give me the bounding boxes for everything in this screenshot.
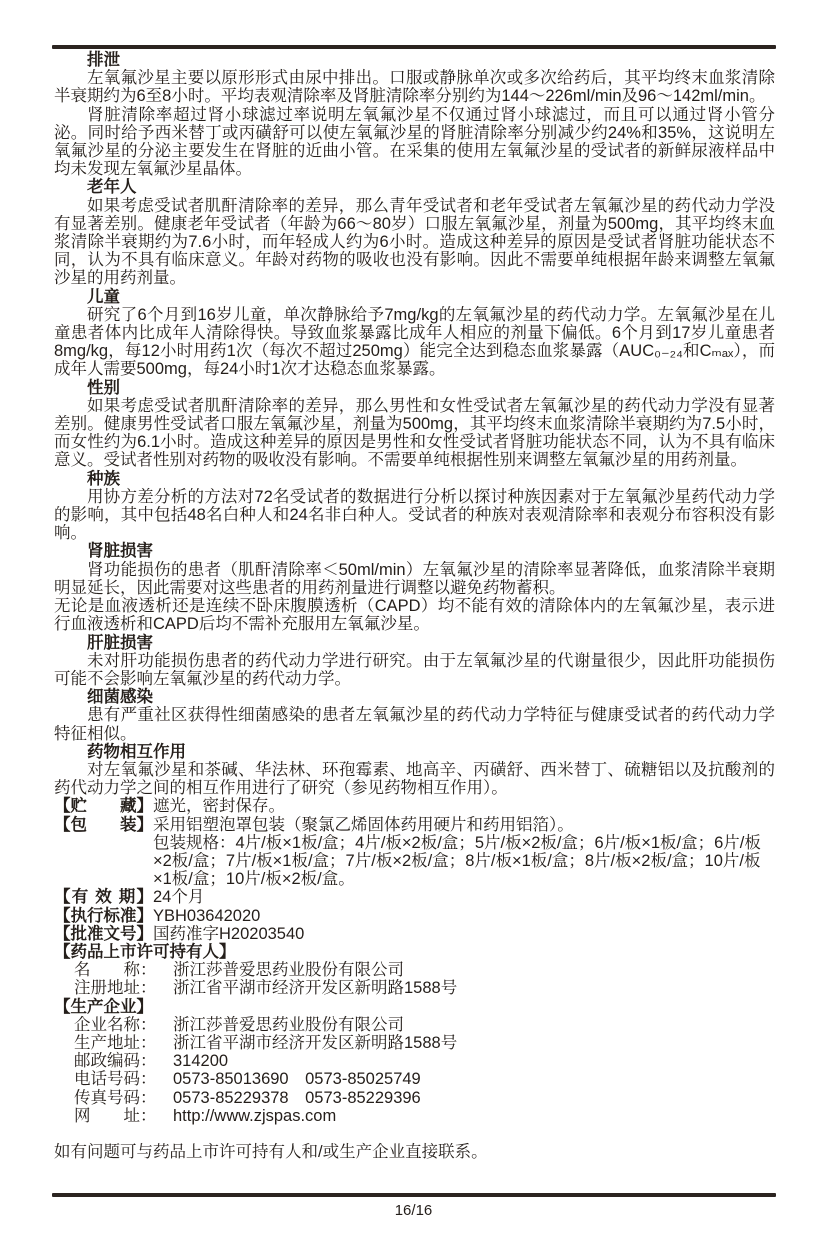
- row-value: 314200: [173, 1052, 229, 1071]
- section-heading: 肝脏损害: [87, 633, 153, 652]
- section-heading: 药物相互作用: [87, 742, 186, 761]
- paragraph: 如果考虑受试者肌酐清除率的差异，那么男性和女性受试者左氧氟沙星的药代动力学没有显著差别。健康男性受试者口服左氧氟沙星，剂量为500mg，其平均终末血浆清除半衰期约为7.5小时，而女性约为6.1小时。造成这种差异的原因是男性和女性受试者肾脏功能状态不同，认为不具有临床意义。受试者性别对药物的吸收没有影响。不需要单纯根据性别来调整左氧氟沙星的用药剂量。: [54, 396, 775, 470]
- holder-title: 【药品上市许可持有人】: [54, 942, 236, 961]
- top-rule: [52, 45, 776, 49]
- info-row: [54, 1034, 775, 1052]
- field-storage: [54, 797, 775, 815]
- paragraph: 研究了6个月到16岁儿童，单次静脉给予7mg/kg的左氧氟沙星的药代动力学。左氧氟沙星在儿童患者体内比成年人清除得快。导致血浆暴露比成年人相应的剂量下偏低。6个月到17岁儿童患者8mg/kg，每12小时用药1次（每次不超过250mg）能完全达到稳态血浆暴露（AUC₀₋₂₄和Cₘₐₓ），而成年人需要500mg，每24小时1次才达稳态血浆暴露。: [54, 305, 775, 379]
- info-row: [54, 979, 775, 997]
- section-renal-impairment: [54, 542, 775, 633]
- row-value: 0573-85013690 0573-85025749: [173, 1070, 421, 1089]
- field-validity-period: [54, 888, 775, 906]
- section-children: [54, 288, 775, 379]
- section-drug-interactions: [54, 743, 775, 798]
- footer-note: 如有问题可与药品上市许可持有人和/或生产企业直接联系。: [54, 1142, 488, 1161]
- row-key: 传真号码：: [74, 1088, 157, 1107]
- section-heading: 儿童: [87, 287, 120, 306]
- row-value: 浙江省平湖市经济开发区新明路1588号: [173, 1033, 458, 1052]
- section-gender: [54, 379, 775, 470]
- row-key: 名 称：: [74, 961, 157, 980]
- field-value: 24个月: [153, 888, 205, 907]
- paragraph: 对左氧氟沙星和茶碱、华法林、环孢霉素、地高辛、丙磺舒、西米替丁、硫糖铝以及抗酸剂的药代动力学之间的相互作用进行了研究（参见药物相互作用）。: [54, 760, 775, 798]
- row-value: 浙江莎普爱思药业股份有限公司: [173, 961, 404, 980]
- field-value: YBH03642020: [153, 906, 261, 925]
- page-number: 16/16: [394, 1202, 433, 1219]
- section-elderly: [54, 178, 775, 287]
- insert-content: [54, 51, 775, 1161]
- section-heading: 种族: [87, 469, 120, 488]
- info-row: [54, 1070, 775, 1088]
- row-key: 电话号码：: [74, 1070, 157, 1089]
- info-row: [54, 1052, 775, 1070]
- field-label: 【执行标准】: [54, 906, 153, 925]
- field-label: 【有 效 期】: [54, 888, 153, 907]
- field-standard: [54, 907, 775, 925]
- field-label: 【贮 藏】: [54, 797, 153, 816]
- section-race: [54, 470, 775, 543]
- paragraph: 用协方差分析的方法对72名受试者的数据进行分析以探讨种族因素对于左氧氟沙星药代动力学的影响，其中包括48名白种人和24名非白种人。受试者的种族对表观清除率和表观分布容积没有影响。: [54, 487, 775, 543]
- info-row: [54, 1089, 775, 1107]
- field-label: 【批准文号】: [54, 924, 153, 943]
- section-heading: 排泄: [87, 51, 120, 69]
- section-heading: 细菌感染: [87, 688, 153, 707]
- row-value: 浙江莎普爱思药业股份有限公司: [173, 1015, 404, 1034]
- row-key: 注册地址：: [74, 979, 157, 998]
- section-excretion: [54, 51, 775, 178]
- section-heading: 肾脏损害: [87, 542, 153, 561]
- packaging-material: 采用铝塑泡罩包装（聚氯乙烯固体药用硬片和药用铝箔）。: [153, 815, 574, 834]
- info-row: [54, 1107, 775, 1125]
- paragraph: 未对肝功能损伤患者的药代动力学进行研究。由于左氧氟沙星的代谢量很少，因此肝功能损伤可能不会影响左氧氟沙星的药代动力学。: [54, 651, 775, 688]
- website-text: http://www.zjspas.com: [173, 1106, 337, 1125]
- info-row: [54, 1016, 775, 1034]
- packaging-specs: 包装规格：4片/板×1板/盒；4片/板×2板/盒；5片/板×2板/盒；6片/板×1板/盒；6片/板×2板/盒；7片/板×1板/盒；7片/板×2板/盒；8片/板×1板/盒；8片/板×2板/盒；10片/板×1板/盒；10片/板×2板/盒。: [153, 833, 761, 889]
- section-hepatic-impairment: [54, 634, 775, 689]
- field-value: 国药准字H20203540: [153, 924, 305, 943]
- manufacturer-title: 【生产企业】: [54, 997, 153, 1016]
- paragraph: 患有严重社区获得性细菌感染的患者左氧氟沙星的药代动力学特征与健康受试者的药代动力学特征相似。: [54, 706, 775, 743]
- section-heading: 老年人: [87, 178, 137, 197]
- paragraph: 如果考虑受试者肌酐清除率的差异，那么青年受试者和老年受试者左氧氟沙星的药代动力学没有显著差别。健康老年受试者（年龄为66～80岁）口服左氧氟沙星，剂量为500mg，其平均终末血浆清除半衰期约为7.6小时，而年轻成人约为6小时。造成这种差异的原因是受试者肾脏功能状态不同，认为不具有临床意义。年龄对药物的吸收也没有影响。因此不需要单纯根据年龄来调整左氧氟沙星的用药剂量。: [54, 196, 775, 288]
- field-value: [153, 816, 775, 889]
- field-packaging: [54, 816, 775, 889]
- paragraph: 左氧氟沙星主要以原形形式由尿中排出。口服或静脉单次或多次给药后，其平均终末血浆清除半衰期约为6至8小时。平均表观清除率及肾脏清除率分别约为144～226ml/min及96～142ml/min。: [54, 69, 775, 106]
- paragraph: 无论是血液透析还是连续不卧床腹膜透析（CAPD）均不能有效的清除体内的左氧氟沙星，表示进行血液透析和CAPD后均不需补充服用左氧氟沙星。: [54, 597, 775, 634]
- row-value: 0573-85229378 0573-85229396: [173, 1088, 421, 1107]
- field-approval-number: [54, 925, 775, 943]
- info-row: [54, 961, 775, 979]
- paragraph: 肾脏清除率超过肾小球滤过率说明左氧氟沙星不仅通过肾小球滤过，而且可以通过肾小管分泌。同时给予西米替丁或丙磺舒可以使左氧氟沙星的肾脏清除率分别减少约24%和35%，这说明左氧氟沙星的分泌主要发生在肾脏的近曲小管。在采集的使用左氧氟沙星的受试者的新鲜尿液样品中均未发现左氧氟沙星晶体。: [54, 105, 775, 179]
- row-value: 浙江省平湖市经济开发区新明路1588号: [173, 979, 458, 998]
- row-key: 邮政编码：: [74, 1052, 157, 1071]
- row-key: 生产地址：: [74, 1033, 157, 1052]
- row-key: 网 址：: [74, 1106, 157, 1125]
- section-heading: 性别: [87, 378, 120, 397]
- holder-section: [54, 943, 775, 998]
- manufacturer-section: [54, 998, 775, 1125]
- bottom-rule: [52, 1193, 776, 1197]
- field-value: 遮光，密封保存。: [153, 797, 285, 816]
- row-key: 企业名称：: [74, 1015, 157, 1034]
- paragraph: 肾功能损伤的患者（肌酐清除率＜50ml/min）左氧氟沙星的清除率显著降低，血浆清除半衰期明显延长，因此需要对这些患者的用药剂量进行调整以避免药物蓄积。: [54, 560, 775, 597]
- section-bacterial-infection: [54, 688, 775, 743]
- field-label: 【包 装】: [54, 815, 153, 834]
